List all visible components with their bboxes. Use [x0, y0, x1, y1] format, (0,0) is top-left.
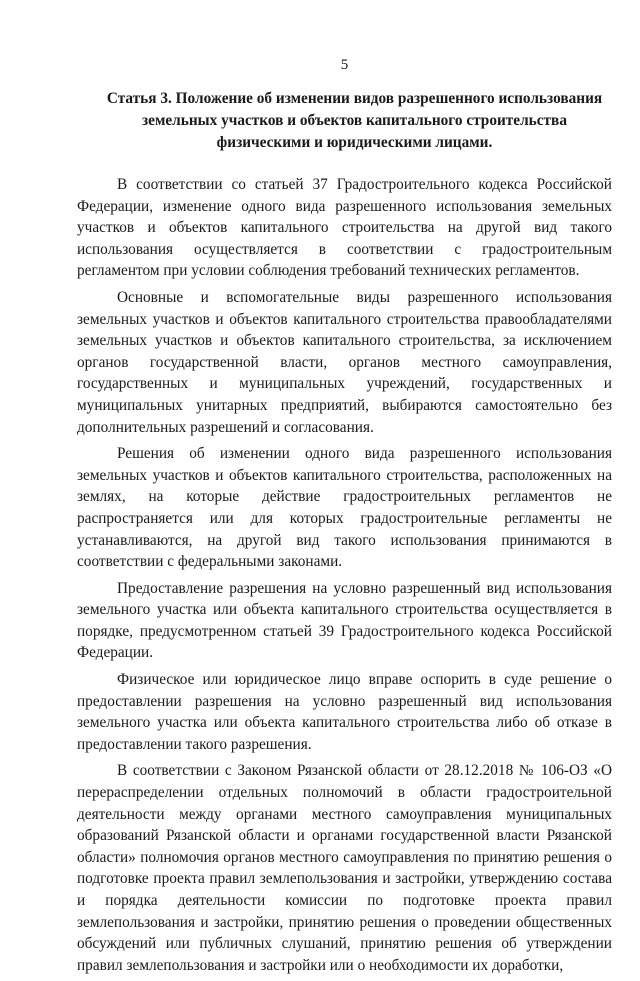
- document-page: [77, 56, 612, 981]
- page-number: 5: [340, 57, 349, 73]
- paragraph-5: Физическое или юридическое лицо вправе оспорить в суде решение о предоставлении разрешения на условно разрешенный вид использования земельного участка или объекта капитального строительства либо об отказе в предоставлении такого разрешения.: [77, 671, 612, 753]
- paragraph-2: Основные и вспомогательные виды разрешенного использования земельных участков и объектов капитального строительства правообладателями земельных участков и объектов капитального строительства, за исключением органов государственной власти, органов местного самоуправления, государственных и муниципальных учреждений, государственных и муниципальных унитарных предприятий, выбираются самостоятельно без дополнительных разрешений и согласования.: [77, 288, 612, 436]
- paragraph-1: В соответствии со статьей 37 Градостроительного кодекса Российской Федерации, изменение одного вида разрешенного использования земельных участков и объектов капитального строительства на другой вид такого использования осуществляется в соответствии с градостроительным регламентом при условии соблюдения требований технических регламентов.: [77, 176, 612, 280]
- article-heading: Статья 3. Положение об изменении видов разрешенного использования земельных участков и объектов капитального строительства физическими и юридическими лицами.: [106, 90, 603, 151]
- paragraph-4: Предоставление разрешения на условно разрешенный вид использования земельного участка или объекта капитального строительства осуществляется в порядке, предусмотренном статьей 39 Градостроительного кодекса Российской Федерации.: [77, 579, 612, 662]
- paragraph-6: В соответствии с Законом Рязанской области от 28.12.2018 № 106-ОЗ «О перераспределении отдельных полномочий в области градостроительной деятельности между органами местного самоуправления муниципальных образований Рязанской области и органами государственной власти Рязанской области» полномочия органов местного самоуправления по принятию решения о подготовке проекта правил землепользования и застройки, утверждению состава и порядка деятельности комиссии по подготовке проекта правил землепользования и застройки, принятию решения о проведении общественных обсуждений или публичных слушаний, принятию решения об утверждении правил землепользования и застройки или о необходимости их доработки,: [77, 762, 612, 974]
- paragraph-3: Решения об изменении одного вида разрешенного использования земельных участков и объектов капитального строительства, расположенных на землях, на которые действие градостроительных регламентов не распространяется или для которых градостроительные регламенты не устанавливаются, на другой вид такого использования принимаются в соответствии с федеральными законами.: [77, 445, 612, 571]
